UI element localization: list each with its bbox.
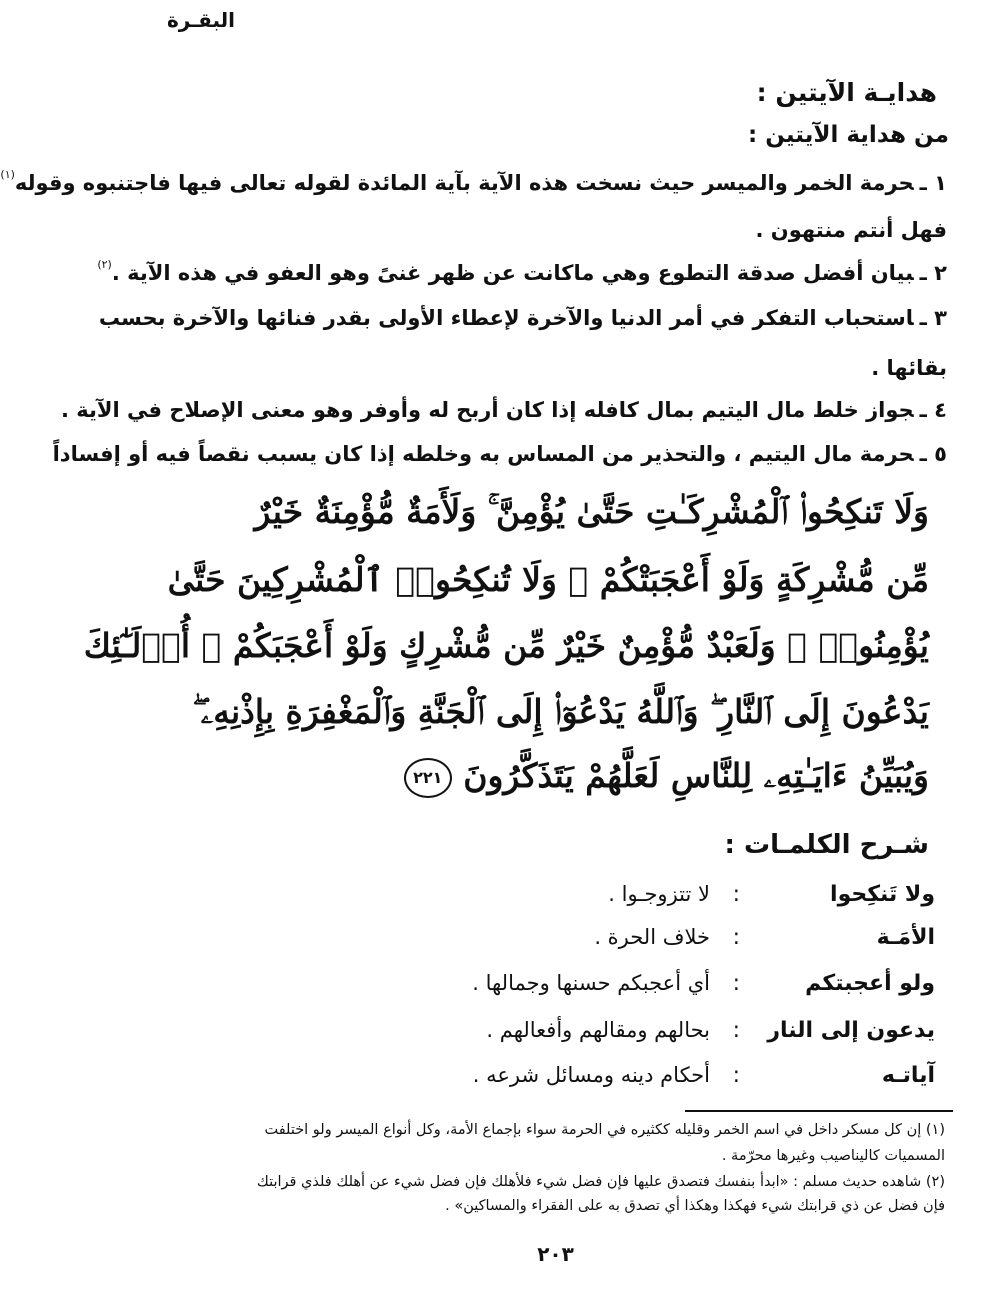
glossary-term: ولو أعجبتكم <box>805 971 935 996</box>
point-1: ١ ـحرمة الخمر والميسر حيث نسخت هذه الآية بآية المائدة لقوله تعالى فيها فاجتنبوه وقوله$^{(١)}$ <box>0 168 947 195</box>
glossary-colon: : <box>732 1018 740 1043</box>
footnote-2-continued: فإن فضل عن ذي قرابتك شيء فهكذا وهكذا أي تصدق به على الفقراء والمساكين» . <box>445 1198 945 1214</box>
glossary-definition: أحكام دينه ومسائل شرعه . <box>472 1063 710 1087</box>
verse-number-marker: ٢٢١ <box>404 758 452 798</box>
subsection-title: من هداية الآيتين : <box>748 122 949 148</box>
point-5: ٥ ـحرمة مال اليتيم ، والتحذير من المساس به وخلطه إذا كان يسبب نقصاً فيه أو إفساداً <box>52 442 947 466</box>
glossary-row <box>175 925 935 969</box>
verse-line-2: مِّن مُّشْرِكَةٍ وَلَوْ أَعْجَبَتْكُمْ ۗ وَلَا تُنكِحُوا۟ ٱلْمُشْرِكِينَ حَتَّىٰ <box>167 560 929 599</box>
point-4: ٤ ـجواز خلط مال اليتيم بمال كافله إذا كان أربح له وأوفر وهو معنى الإصلاح في الآية . <box>60 398 947 422</box>
glossary-row <box>175 1018 935 1062</box>
point-2: ٢ ـبيان أفضل صدقة التطوع وهي ماكانت عن ظهر غنىً وهو العفو في هذه الآية .$^{(٢)}$ <box>97 258 947 285</box>
glossary-title: شـرح الكلمـات : <box>724 830 929 860</box>
glossary-colon: : <box>732 925 740 950</box>
glossary-colon: : <box>732 971 740 996</box>
footnote-1-continued: المسميات كاليناصيب وغيرها محرّمة . <box>721 1148 945 1164</box>
glossary-definition: أي أعجبكم حسنها وجمالها . <box>472 971 710 995</box>
verse-line-5: وَيُبَيِّنُ ءَايَـٰتِهِۦ لِلنَّاسِ لَعَلَّهُمْ يَتَذَكَّرُونَ ٢٢١ <box>179 756 929 798</box>
section-title: هدايـة الآيتين : <box>756 78 937 107</box>
glossary-definition: لا تتزوجـوا . <box>608 882 710 906</box>
verse-line-4: يَدْعُونَ إِلَى ٱلنَّارِ ۖ وَٱللَّهُ يَدْعُوٓا۟ إِلَى ٱلْجَنَّةِ وَٱلْمَغْفِرَةِ بِإِذْنِهِۦ ۖ <box>192 692 929 731</box>
glossary-colon: : <box>732 1063 740 1088</box>
footnote-1: (١) إن كل مسكر داخل في اسم الخمر وقليله ككثيره في الحرمة سواء بإجماع الأمة، وكل أنواع الميسر ولو اختلفت <box>264 1122 945 1138</box>
verse-line-1: وَلَا تَنكِحُوا۟ ٱلْمُشْرِكَـٰتِ حَتَّىٰ يُؤْمِنَّ ۚ وَلَأَمَةٌ مُّؤْمِنَةٌ خَيْرٌ <box>254 492 929 531</box>
glossary-row <box>175 1063 935 1107</box>
point-3: ٣ ـاستحباب التفكر في أمر الدنيا والآخرة لإعطاء الأولى بقدر فنائها والآخرة بحسب <box>98 306 947 330</box>
footnote-ref-2: (٢) <box>97 258 112 271</box>
glossary-term: آياتـه <box>881 1063 935 1088</box>
glossary-term: الأمَـة <box>876 925 935 950</box>
glossary-term: يدعون إلى النار <box>767 1018 935 1043</box>
running-head: البقـرة <box>166 8 235 32</box>
glossary-definition: خلاف الحرة . <box>594 925 710 949</box>
glossary-colon: : <box>732 882 740 907</box>
point-3-continued: بقائها . <box>871 356 947 380</box>
glossary-row <box>175 971 935 1015</box>
glossary-term: ولا تَنكِحوا <box>830 882 935 907</box>
point-1-continued: فهل أنتم منتهون . <box>755 218 947 242</box>
footnote-ref-1: (١) <box>0 168 15 181</box>
page-number: ٢٠٣ <box>537 1242 574 1266</box>
footnote-divider <box>685 1110 953 1112</box>
glossary-row <box>175 882 935 926</box>
glossary-definition: بحالهم ومقالهم وأفعالهم . <box>486 1018 710 1042</box>
verse-line-3: يُؤْمِنُوا۟ ۚ وَلَعَبْدٌ مُّؤْمِنٌ خَيْرٌ مِّن مُّشْرِكٍ وَلَوْ أَعْجَبَكُمْ ۗ أُو۟لَـٰٓئِكَ <box>83 626 929 665</box>
footnote-2: (٢) شاهده حديث مسلم : «ابدأ بنفسك فتصدق عليها فإن فضل شيء فلأهلك فإن فضل شيء عن أهلك فلذي قرابتك <box>256 1174 945 1190</box>
